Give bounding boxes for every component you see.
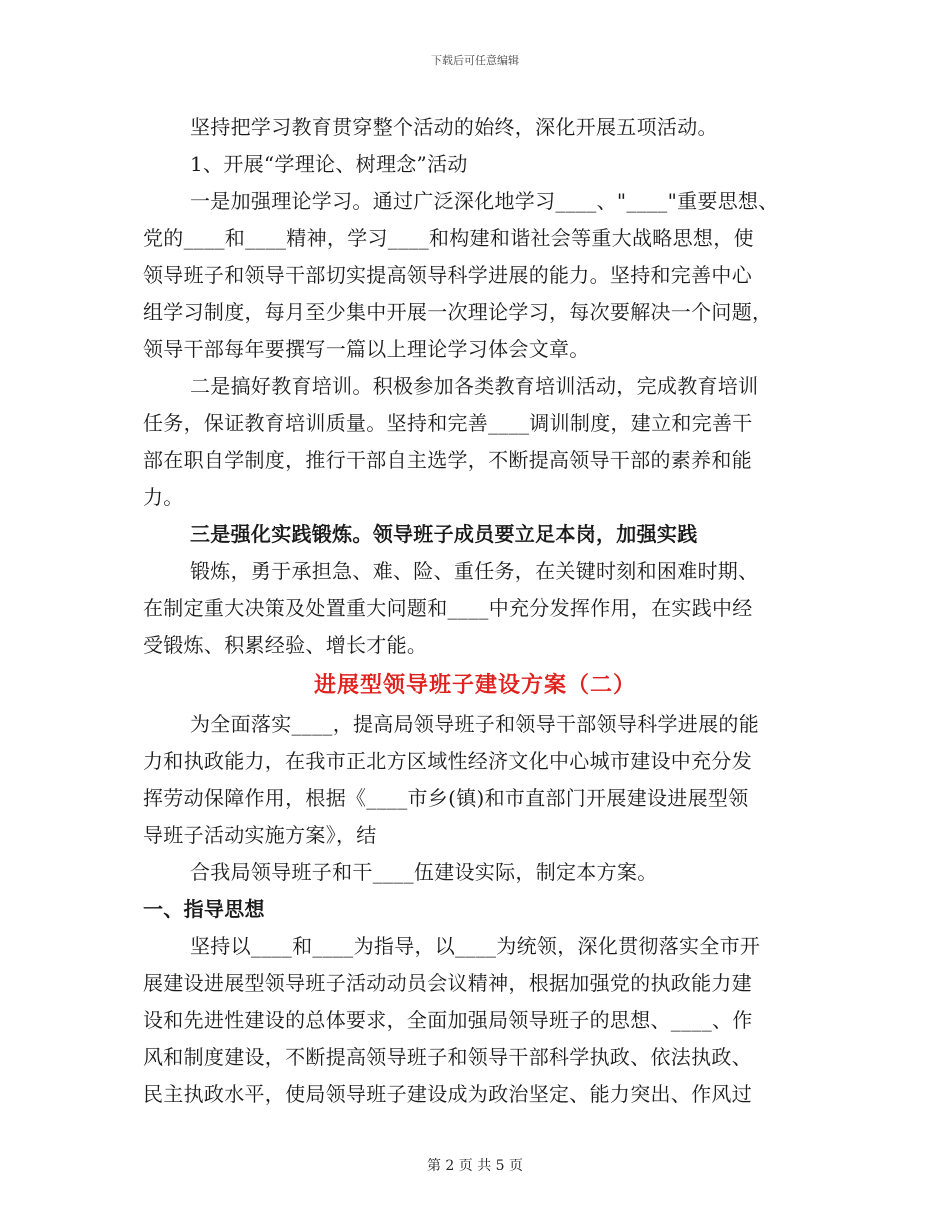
paragraph-line: 锻炼，勇于承担急、难、险、重任务，在关键时刻和困难时期、: [190, 559, 759, 583]
section-heading: 1、开展“学理论、树理念”活动: [190, 152, 468, 176]
paragraph-line: 组学习制度，每月至少集中开展一次理论学习，每次要解决一个问题，: [143, 300, 773, 324]
paragraph-line: 坚持把学习教育贯穿整个活动的始终，深化开展五项活动。: [190, 115, 718, 139]
page-header: 下载后可任意编辑: [431, 54, 519, 67]
paragraph-line: 党的____和____精神，学习____和构建和谐社会等重大战略思想，使: [143, 226, 754, 250]
paragraph-line: 坚持以____和____为指导，以____为统领，深化贯彻落实全市开: [190, 934, 761, 958]
paragraph-line: 为全面落实____，提高局领导班子和领导干部领导科学进展的能: [190, 712, 759, 736]
paragraph-line: 任务，保证教育培训质量。坚持和完善____调训制度，建立和完善干: [143, 411, 753, 435]
paragraph-line: 一是加强理论学习。通过广泛深化地学习____、"____"重要思想、: [190, 189, 779, 213]
paragraph-line: 展建设进展型领导班子活动动员会议精神，根据加强党的执政能力建: [143, 971, 752, 995]
bold-paragraph-line: 三是强化实践锻炼。领导班子成员要立足本岗，加强实践: [190, 522, 698, 546]
paragraph-line: 受锻炼、积累经验、增长才能。: [143, 633, 428, 657]
page-footer: 第 2 页 共 5 页: [426, 1158, 524, 1174]
paragraph-line: 领导干部每年要撰写一篇以上理论学习体会文章。: [143, 337, 590, 361]
paragraph-line: 风和制度建设，不断提高领导班子和领导干部科学执政、依法执政、: [143, 1045, 752, 1069]
paragraph-line: 挥劳动保障作用，根据《____市乡(镇)和市直部门开展建设进展型领: [143, 786, 749, 810]
paragraph-line: 力和执政能力，在我市正北方区域性经济文化中心城市建设中充分发: [143, 749, 752, 773]
paragraph-line: 导班子活动实施方案》，结: [143, 823, 377, 847]
paragraph-line: 在制定重大决策及处置重大问题和____中充分发挥作用，在实践中经: [143, 596, 753, 620]
paragraph-line: 部在职自学制度，推行干部自主选学，不断提高领导干部的素养和能: [143, 448, 752, 472]
paragraph-line: 设和先进性建设的总体要求，全面加强局领导班子的思想、____、作: [143, 1008, 753, 1032]
paragraph-line: 合我局领导班子和干____伍建设实际，制定本方案。: [190, 860, 658, 884]
document-title: 进展型领导班子建设方案（二）: [313, 672, 636, 698]
section-heading: 一、指导思想: [143, 897, 265, 921]
paragraph-line: 力。: [143, 485, 184, 509]
paragraph-line: 领导班子和领导干部切实提高领导科学进展的能力。坚持和完善中心: [143, 263, 752, 287]
paragraph-line: 民主执政水平，使局领导班子建设成为政治坚定、能力突出、作风过: [143, 1082, 752, 1106]
paragraph-line: 二是搞好教育培训。积极参加各类教育培训活动，完成教育培训: [190, 374, 759, 398]
